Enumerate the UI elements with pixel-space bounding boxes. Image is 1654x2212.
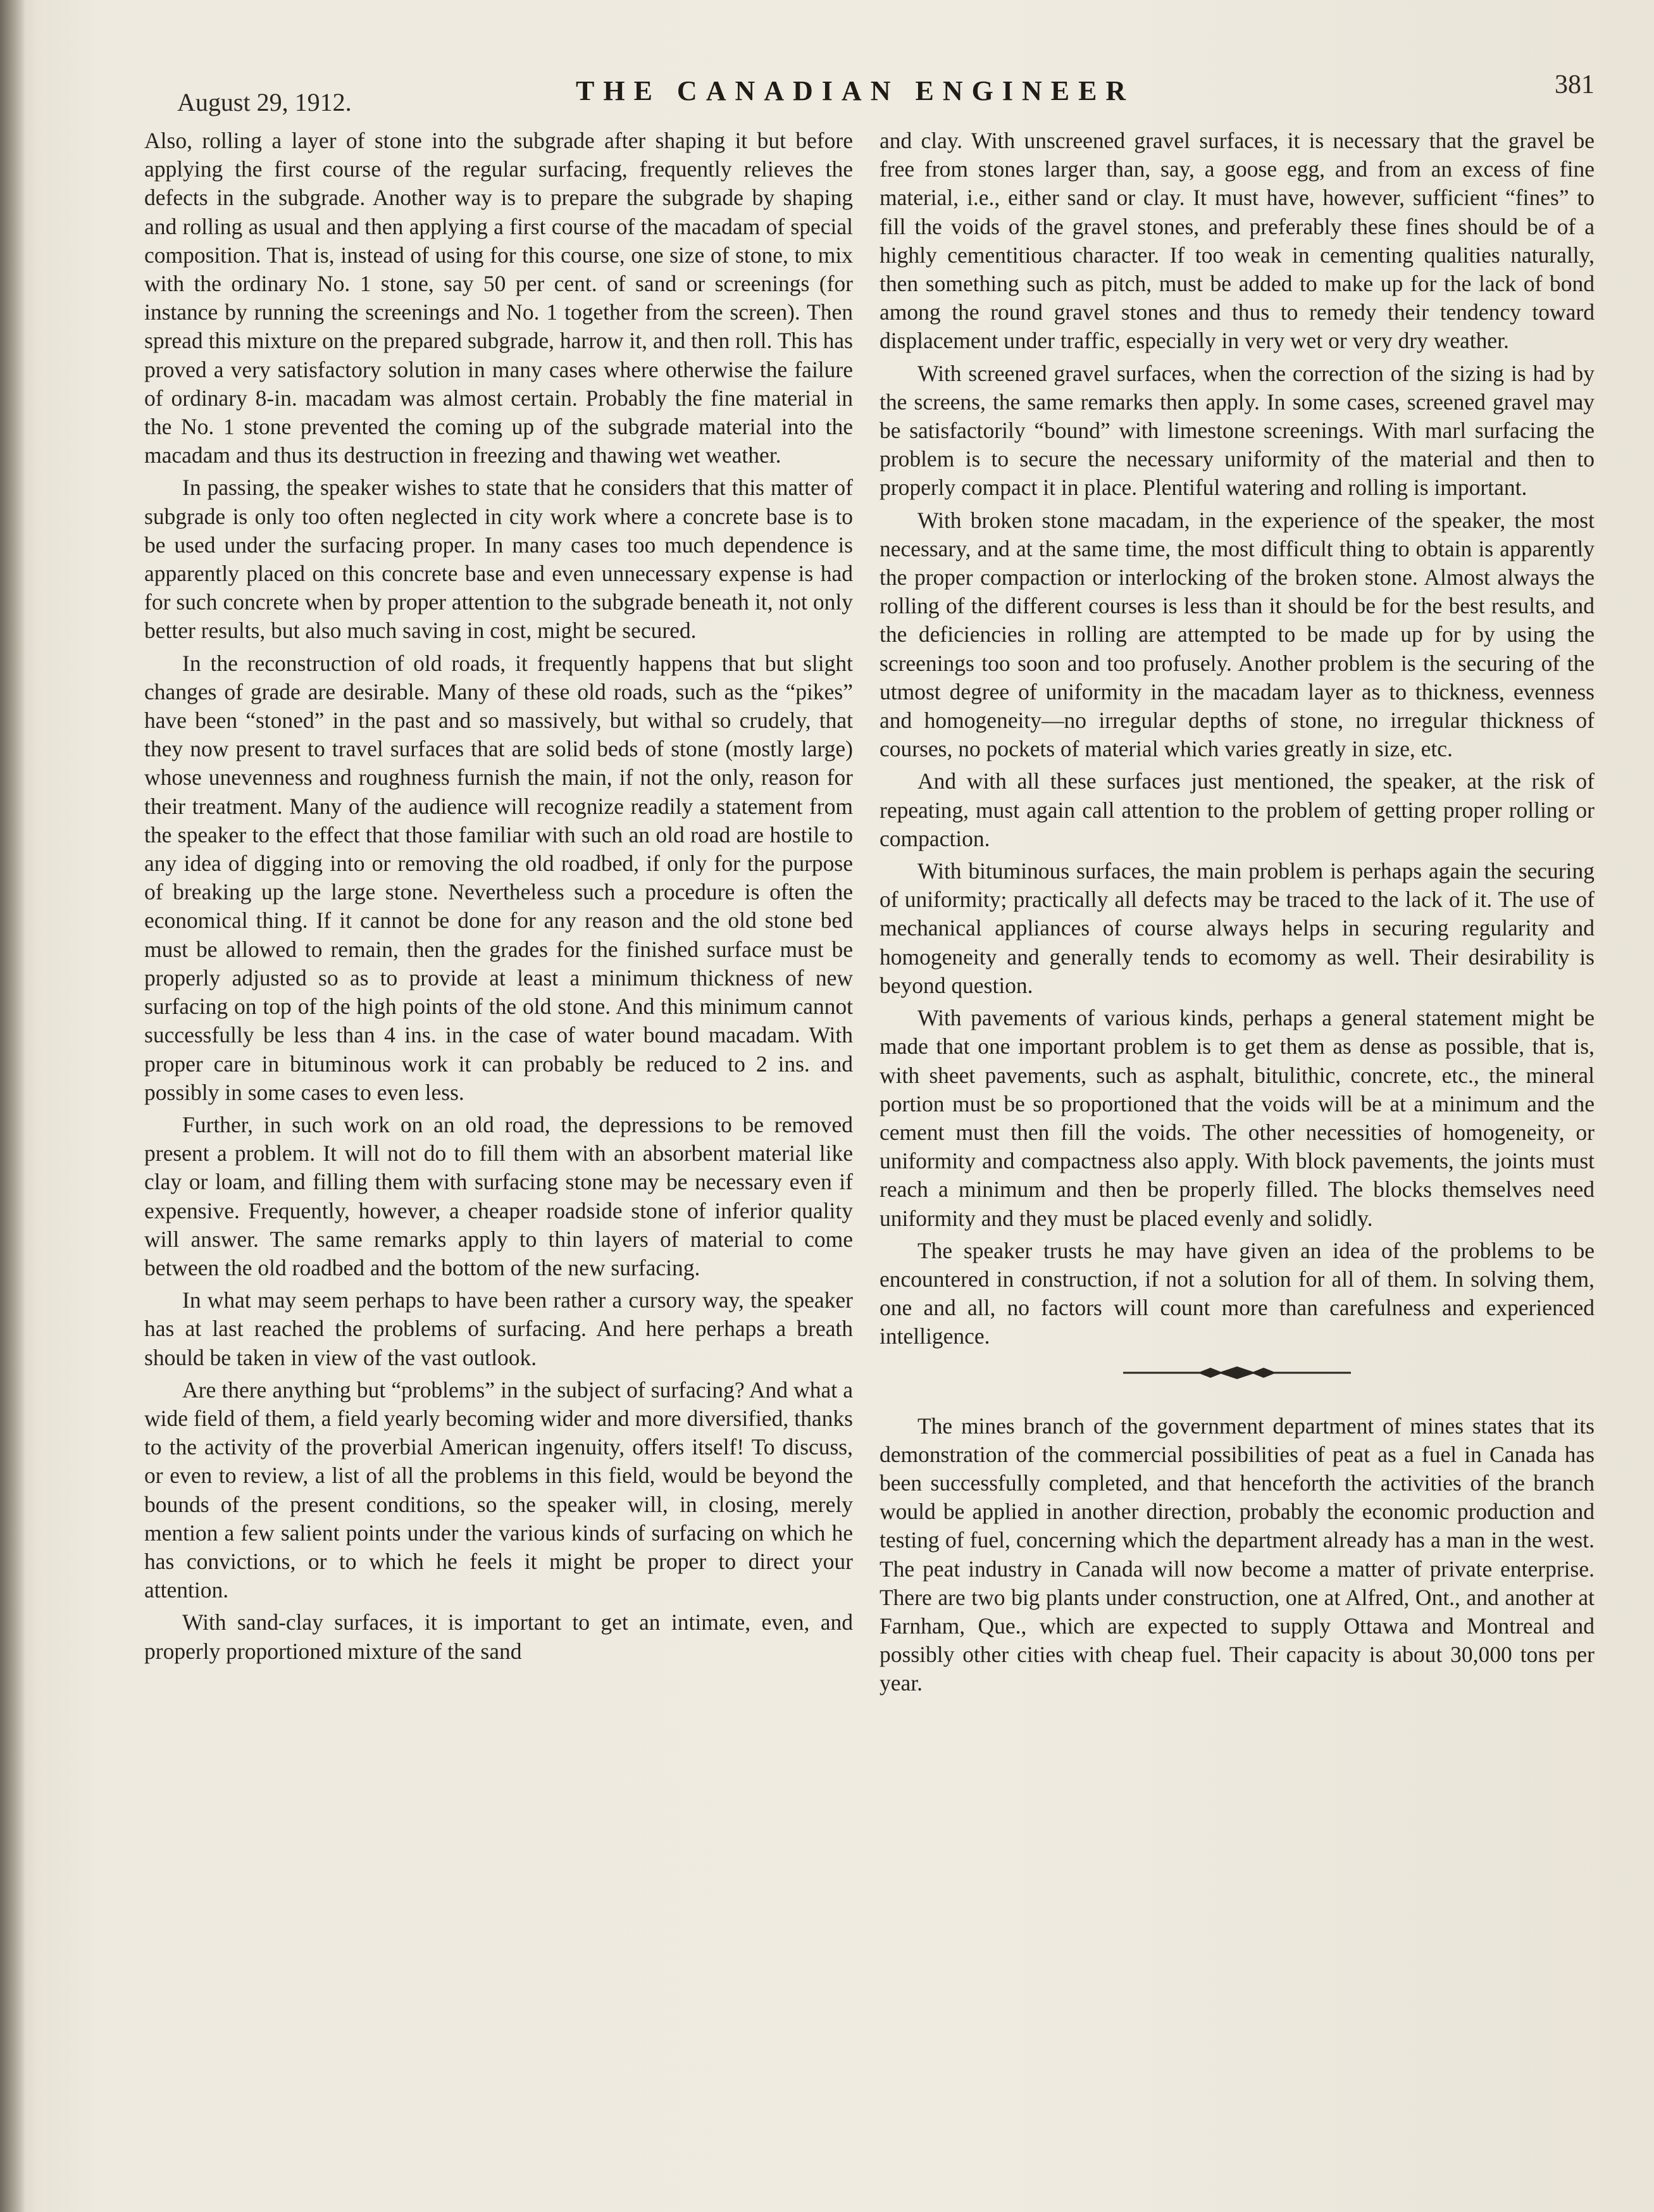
news-item-paragraph: The mines branch of the government department of mines states that its demonstration of the commercial possibilities of peat as a fuel in Canada has been successfully completed, and that henceforth the activities of the branch would be applied in another direction, probably the economic production and testing of fuel, concerning which the department already has a man in the west. The peat industry in Canada will now become a matter of private enterprise. There are two big plants under construction, one at Alfred, Ont., and another at Farnham, Que., which are expected to supply Ottawa and Montreal and possibly other cities with cheap fuel. Their capacity is about 30,000 tons per year.: [880, 1413, 1595, 1696]
left-column: [144, 127, 853, 1666]
paragraph: Are there anything but “problems” in the subject of surfacing? And what a wide field of them, a field yearly becoming wider and more diversified, thanks to the activity of the proverbial American ingenuity, offers itself! To discuss, or even to review, a list of all the problems in this field, would be beyond the bounds of the present conditions, so the speaker will, in closing, merely mention a few salient points under the various kinds of surfacing on which he has convictions, or to which he feels it might be proper to direct your attention.: [144, 1377, 853, 1603]
section-divider-ornament: [1123, 1365, 1351, 1380]
paragraph: In passing, the speaker wishes to state that he considers that this matter of subgrade is only too often neglected in city work where a concrete base is to be used under the surfacing proper. In many cases too much dependence is apparently placed on this concrete base and even unnecessary expense is had for such concrete when by proper attention to the subgrade beneath it, not only better results, but also much saving in cost, might be secured.: [144, 475, 853, 644]
binding-gutter: [0, 0, 25, 2212]
paragraph: With sand-clay surfaces, it is important to get an intimate, even, and properly proportioned mixture of the sand: [144, 1609, 853, 1664]
journal-title: THE CANADIAN ENGINEER: [576, 75, 1135, 106]
page-header: [177, 70, 1595, 127]
paragraph: Further, in such work on an old road, the depressions to be removed present a problem. It will not do to fill them with an absorbent material like clay or loam, and filling them with surfacing stone may be necessary even if expensive. Frequently, however, a cheaper roadside stone of inferior quality will answer. The same remarks apply to thin layers of material to come between the old roadbed and the bottom of the new surfacing.: [144, 1111, 853, 1280]
paragraph: In what may seem perhaps to have been rather a cursory way, the speaker has at last reached the problems of surfacing. And here perhaps a breath should be taken in view of the vast outlook.: [144, 1287, 853, 1370]
paragraph: With pavements of various kinds, perhaps a general statement might be made that one important problem is to get them as dense as possible, that is, with sheet pavements, such as asphalt, bitulithic, concrete, etc., the mineral portion must be so proportioned that the voids will be at a minimum and the cement must then fill the voids. The other necessities of homogeneity, or uniformity and compactness also apply. With block pavements, the joints must reach a minimum and then be properly filled. The blocks themselves need uniformity and they must be placed evenly and solidly.: [880, 1005, 1595, 1231]
right-column: [880, 127, 1595, 1698]
paragraph: and clay. With unscreened gravel surfaces, it is necessary that the gravel be free from stones larger than, say, a goose egg, and from an excess of fine material, i.e., either sand or clay. It must have, however, sufficient “fines” to fill the voids of the gravel stones, and preferably these fines should be of a highly cementitious character. If too weak in cementing qualities naturally, then something such as pitch, must be added to make up for the lack of bond among the round gravel stones and thus to remedy their tendency toward displacement under traffic, especially in very wet or very dry weather.: [880, 128, 1595, 354]
paragraph: The speaker trusts he may have given an idea of the problems to be encountered in construction, if not a solution for all of them. In solving them, one and all, no factors will count more than carefulness and experienced intelligence.: [880, 1237, 1595, 1349]
paragraph: With bituminous surfaces, the main problem is perhaps again the securing of uniformity; practically all defects may be traced to the lack of it. The use of mechanical appliances of course always helps in securing regularity and homogeneity and generally tends to ecomomy as well. Their desirability is beyond question.: [880, 858, 1595, 998]
paragraph: Also, rolling a layer of stone into the subgrade after shaping it but before applying the first course of the regular surfacing, frequently relieves the defects in the subgrade. Another way is to prepare the subgrade by shaping and rolling as usual and then applying a first course of the macadam of special composition. That is, instead of using for this course, one size of stone, to mix with the ordinary No. 1 stone, say 50 per cent. of sand or screenings (for instance by running the screenings and No. 1 together from the screen). Then spread this mixture on the prepared subgrade, harrow it, and then roll. This has proved a very satisfactory solution in many cases where otherwise the failure of ordinary 8-in. macadam was almost certain. Probably the fine material in the No. 1 stone prevented the coming up of the subgrade material into the macadam and thus its destruction in freezing and thawing wet weather.: [144, 128, 853, 468]
paragraph: With screened gravel surfaces, when the correction of the sizing is had by the screens, the same remarks then apply. In some cases, screened gravel may be satisfactorily “bound” with limestone screenings. With marl surfacing the problem is to secure the necessary uniformity of the material and then to properly compact it in place. Plentiful watering and rolling is important.: [880, 360, 1595, 501]
page-number: 381: [1555, 70, 1595, 99]
paragraph: With broken stone macadam, in the experience of the speaker, the most necessary, and at the same time, the most difficult thing to obtain is apparently the proper compaction or interlocking of the broken stone. Almost always the rolling of the different courses is less than it should be for the best results, and the deficiencies in rolling are attempted to be made up for by using the screenings too soon and too profusely. Another problem is the securing of the utmost degree of uniformity in the macadam layer as to thickness, evenness and homogeneity—no irregular depths of stone, no irregular thickness of courses, no pockets of material which varies greatly in size, etc.: [880, 507, 1595, 762]
paragraph: And with all these surfaces just mentioned, the speaker, at the risk of repeating, must again call attention to the problem of getting proper rolling or compaction.: [880, 768, 1595, 851]
issue-date: August 29, 1912.: [177, 88, 352, 116]
paragraph: In the reconstruction of old roads, it frequently happens that but slight changes of grade are desirable. Many of these old roads, such as the “pikes” have been “stoned” in the past and so massively, but withal so crudely, that they now present to travel surfaces that are solid beds of stone (mostly large) whose unevenness and roughness furnish the main, if not the only, reason for their treatment. Many of the audience will recognize readily a statement from the speaker to the effect that those familiar with such an old road are hostile to any idea of digging into or removing the old roadbed, if only for the purpose of breaking up the large stone. Nevertheless such a procedure is often the economical thing. If it cannot be done for any reason and the old stone bed must be allowed to remain, then the grades for the finished surface must be properly adjusted so as to provide at least a minimum thickness of new surfacing on top of the high points of the old stone. And this minimum cannot successfully be less than 4 ins. in the case of water bound macadam. With proper care in bituminous work it can probably be reduced to 2 ins. and possibly in some cases to even less.: [144, 650, 853, 1105]
